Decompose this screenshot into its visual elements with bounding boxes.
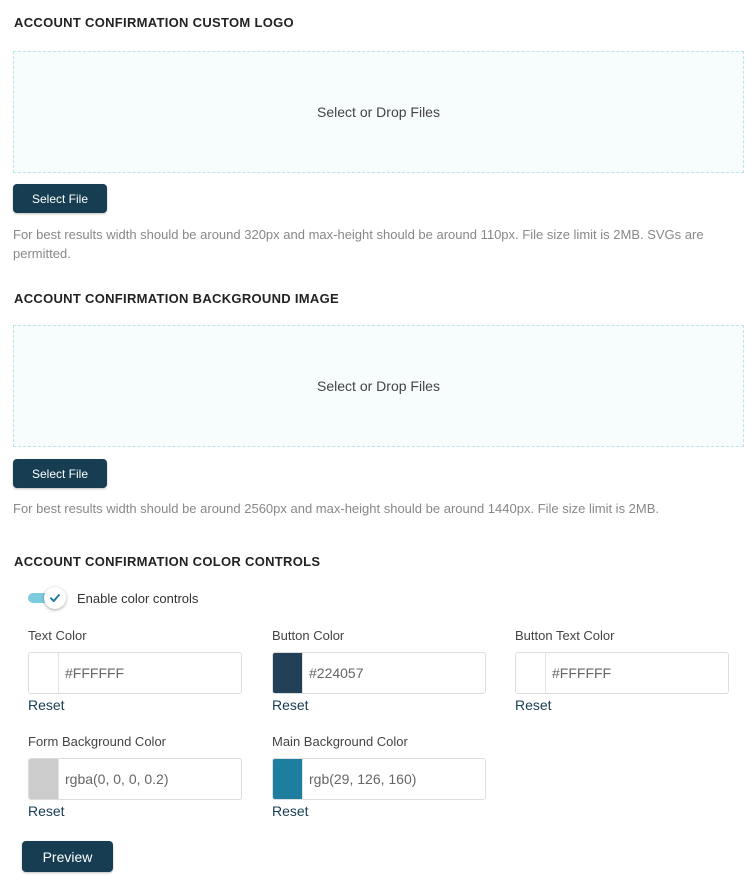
button-color-field (272, 628, 486, 715)
main-background-color-field (272, 734, 486, 821)
text-color-value[interactable]: #FFFFFF (65, 665, 125, 681)
background-help-text: For best results width should be around 2560px and max-height should be around 1440px. File size limit is 2MB. (13, 501, 660, 516)
background-dropzone-text: Select or Drop Files (317, 378, 440, 394)
main-background-color-value[interactable]: rgb(29, 126, 160) (309, 771, 417, 787)
main-background-color-reset-link[interactable]: Reset (272, 803, 309, 819)
button-color-reset-link[interactable]: Reset (272, 697, 309, 713)
form-background-color-reset-link[interactable]: Reset (28, 803, 65, 819)
form-background-color-field (28, 734, 242, 821)
button-text-color-input[interactable] (515, 652, 729, 694)
text-color-swatch[interactable] (29, 653, 59, 693)
button-color-input[interactable] (272, 652, 486, 694)
form-background-color-swatch[interactable] (29, 759, 59, 799)
toggle-knob (44, 587, 66, 609)
logo-dropzone-text: Select or Drop Files (317, 104, 440, 120)
background-section-title: ACCOUNT CONFIRMATION BACKGROUND IMAGE (14, 291, 340, 306)
text-color-input[interactable] (28, 652, 242, 694)
button-color-swatch[interactable] (273, 653, 303, 693)
form-background-color-value[interactable]: rgba(0, 0, 0, 0.2) (65, 771, 169, 787)
logo-section-title: ACCOUNT CONFIRMATION CUSTOM LOGO (14, 15, 294, 30)
background-select-file-button[interactable]: Select File (13, 459, 107, 488)
form-background-color-label: Form Background Color (28, 734, 166, 749)
button-text-color-label: Button Text Color (515, 628, 615, 643)
button-color-value[interactable]: #224057 (309, 665, 364, 681)
button-text-color-field (515, 628, 729, 715)
text-color-reset-link[interactable]: Reset (28, 697, 65, 713)
button-color-label: Button Color (272, 628, 345, 643)
preview-button[interactable]: Preview (22, 841, 113, 872)
color-controls-toggle[interactable] (28, 587, 66, 609)
button-text-color-value[interactable]: #FFFFFF (552, 665, 612, 681)
logo-dropzone[interactable] (13, 51, 744, 173)
main-background-color-swatch[interactable] (273, 759, 303, 799)
form-background-color-input[interactable] (28, 758, 242, 800)
color-controls-toggle-row (28, 587, 198, 609)
main-background-color-label: Main Background Color (272, 734, 408, 749)
text-color-field (28, 628, 242, 715)
check-icon (49, 592, 61, 604)
logo-select-file-button[interactable]: Select File (13, 184, 107, 213)
text-color-label: Text Color (28, 628, 87, 643)
main-background-color-input[interactable] (272, 758, 486, 800)
button-text-color-reset-link[interactable]: Reset (515, 697, 552, 713)
logo-help-text: For best results width should be around 320px and max-height should be around 110px. File size limit is 2MB. SVGs are permitted. (13, 227, 704, 261)
button-text-color-swatch[interactable] (516, 653, 546, 693)
background-dropzone[interactable] (13, 325, 744, 447)
toggle-label: Enable color controls (77, 590, 199, 606)
color-section-title: ACCOUNT CONFIRMATION COLOR CONTROLS (14, 554, 321, 569)
